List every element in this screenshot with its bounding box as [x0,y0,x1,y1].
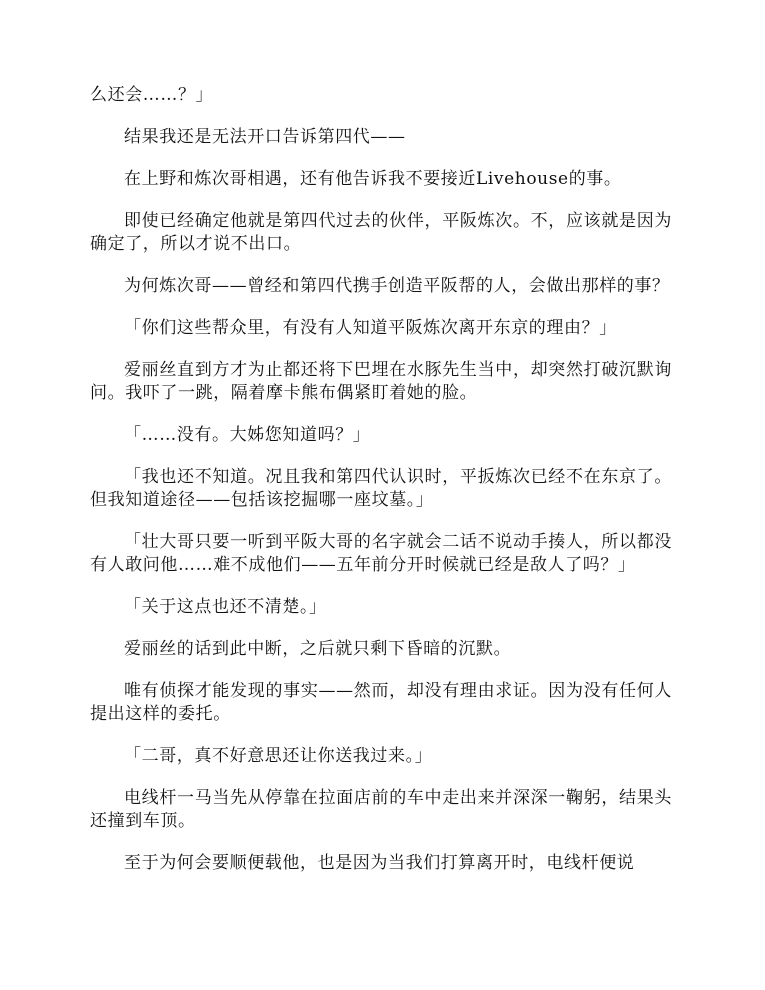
paragraph: 爱丽丝的话到此中断，之后就只剩下昏暗的沉默。 [124,639,512,659]
paragraph: 电线杆一马当先从停靠在拉面店前的车中走出来并深深一鞠躬，结果头还撞到车顶。 [90,788,672,831]
paragraph: 在上野和炼次哥相遇，还有他告诉我不要接近Livehouse的事。 [124,169,622,189]
paragraph: 为何炼次哥——曾经和第四代携手创造平阪帮的人，会做出那样的事？ [124,276,670,296]
paragraph: 「关于这点也还不清楚。」 [124,597,327,617]
paragraph: 唯有侦探才能发现的事实——然而，却没有理由求证。因为没有任何人提出这样的委托。 [90,681,672,724]
paragraph: 「你们这些帮众里，有没有人知道平阪炼次离开东京的理由？」 [124,318,617,338]
paragraph: 结果我还是无法开口告诉第四代—— [124,127,406,147]
paragraph: 么还会……？」 [90,85,214,105]
paragraph: 即使已经确定他就是第四代过去的伙伴，平阪炼次。不，应该就是因为确定了，所以才说不出口。 [90,211,672,254]
paragraph: 爱丽丝直到方才为止都还将下巴埋在水豚先生当中，却突然打破沉默询问。我吓了一跳，隔着摩卡熊布偶紧盯着她的脸。 [90,360,672,403]
paragraph: 「壮大哥只要一听到平阪大哥的名字就会二话不说动手揍人，所以都没有人敢问他……难不成他们——五年前分开时候就已经是敌人了吗？」 [90,532,672,575]
paragraph: 「……没有。大姊您知道吗？」 [124,425,371,445]
document-page [90,84,672,894]
paragraph: 「二哥，真不好意思还让你送我过来。」 [124,746,433,766]
paragraph: 至于为何会要顺便载他，也是因为当我们打算离开时，电线杆便说 [124,853,635,873]
paragraph: 「我也还不知道。况且我和第四代认识时，平扳炼次已经不在东京了。但我知道途径——包括该挖掘哪一座坟墓。」 [90,467,672,510]
